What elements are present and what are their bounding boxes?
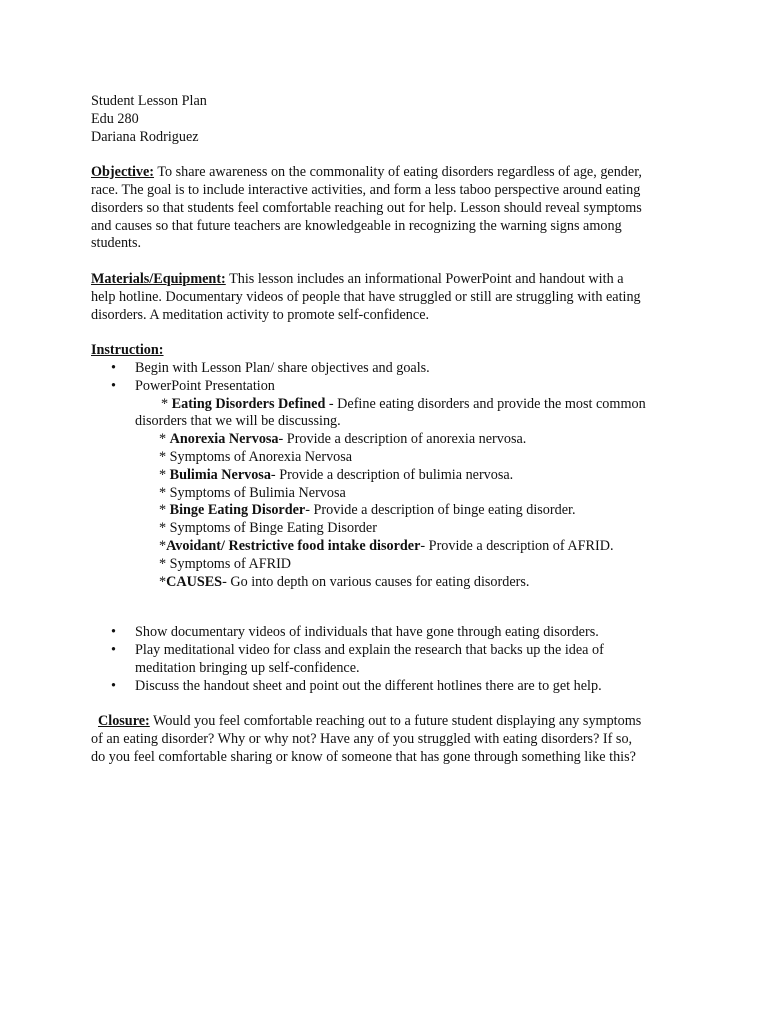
document-page	[91, 93, 691, 766]
author-name: Dariana Rodriguez	[91, 128, 199, 145]
instruction-heading: Instruction:	[91, 342, 164, 359]
list-item: • Begin with Lesson Plan/ share objectives and goals.	[111, 359, 430, 376]
bullet-icon: •	[111, 359, 116, 376]
materials-section	[91, 271, 691, 324]
bullet-icon: •	[111, 677, 116, 694]
sub-item: * Bulimia Nervosa- Provide a description of bulimia nervosa.	[159, 466, 514, 483]
sub-item: * Anorexia Nervosa- Provide a description of anorexia nervosa.	[159, 431, 527, 448]
course-code: Edu 280	[91, 110, 139, 127]
activities-bullet-list	[91, 624, 691, 695]
materials-text-line: This lesson includes an informational PowerPoint and handout with a	[225, 270, 624, 287]
sub-item: *CAUSES- Go into depth on various causes for eating disorders.	[159, 573, 530, 590]
list-item: • PowerPoint Presentation	[111, 377, 275, 394]
list-item: • Discuss the handout sheet and point out the different hotlines there are to get help.	[111, 677, 602, 694]
materials-text-line: disorders. A meditation activity to promote self-confidence.	[91, 306, 430, 323]
sub-item: *Avoidant/ Restrictive food intake disorder- Provide a description of AFRID.	[159, 537, 614, 554]
closure-section	[91, 713, 691, 766]
bullet-icon: •	[111, 377, 116, 394]
list-item: • Show documentary videos of individuals that have gone through eating disorders.	[111, 624, 599, 641]
objective-text-line: students.	[91, 235, 142, 252]
list-item: • Play meditational video for class and explain the research that backs up the idea of meditation bringing up self-confidence.	[111, 641, 604, 676]
materials-heading: Materials/Equipment:	[91, 270, 226, 287]
objective-heading: Objective:	[91, 164, 155, 181]
instruction-section	[91, 342, 691, 695]
bullet-icon: •	[111, 641, 116, 658]
closure-text-line: of an eating disorder? Why or why not? Have any of you struggled with eating disorders? If so,	[91, 730, 633, 747]
sub-item: * Symptoms of Anorexia Nervosa	[159, 448, 353, 465]
objective-text-line: To share awareness on the commonality of eating disorders regardless of age, gender,	[154, 164, 642, 181]
document-title: Student Lesson Plan	[91, 93, 207, 109]
objective-section	[91, 164, 691, 253]
closure-text-line: do you feel comfortable sharing or know of someone that has gone through something like this?	[91, 748, 636, 765]
closure-text-line: Would you feel comfortable reaching out to a future student displaying any symptoms	[149, 713, 642, 730]
sub-item: * Binge Eating Disorder- Provide a description of binge eating disorder.	[159, 502, 576, 519]
objective-text-line: disorders so that students feel comfortable reaching out for help. Lesson should reveal symptoms	[91, 199, 642, 216]
objective-text-line: and causes so that future teachers are knowledgeable in recognizing the warning signs among	[91, 217, 622, 234]
closure-heading: Closure:	[98, 713, 150, 730]
sub-item: * Symptoms of Binge Eating Disorder	[159, 520, 377, 537]
eating-disorders-defined-item: * Eating Disorders Defined - Define eating disorders and provide the most common	[161, 395, 646, 412]
sub-item: * Symptoms of Bulimia Nervosa	[159, 484, 346, 501]
instruction-bullet-list	[91, 360, 691, 396]
materials-text-line: help hotline. Documentary videos of people that have struggled or still are struggling with eating	[91, 288, 641, 305]
sub-item: * Symptoms of AFRID	[159, 555, 292, 572]
bullet-icon: •	[111, 624, 116, 641]
objective-text-line: race. The goal is to include interactive activities, and form a less taboo perspective around eating	[91, 181, 641, 198]
eating-disorders-defined-continuation: disorders that we will be discussing.	[135, 413, 341, 430]
